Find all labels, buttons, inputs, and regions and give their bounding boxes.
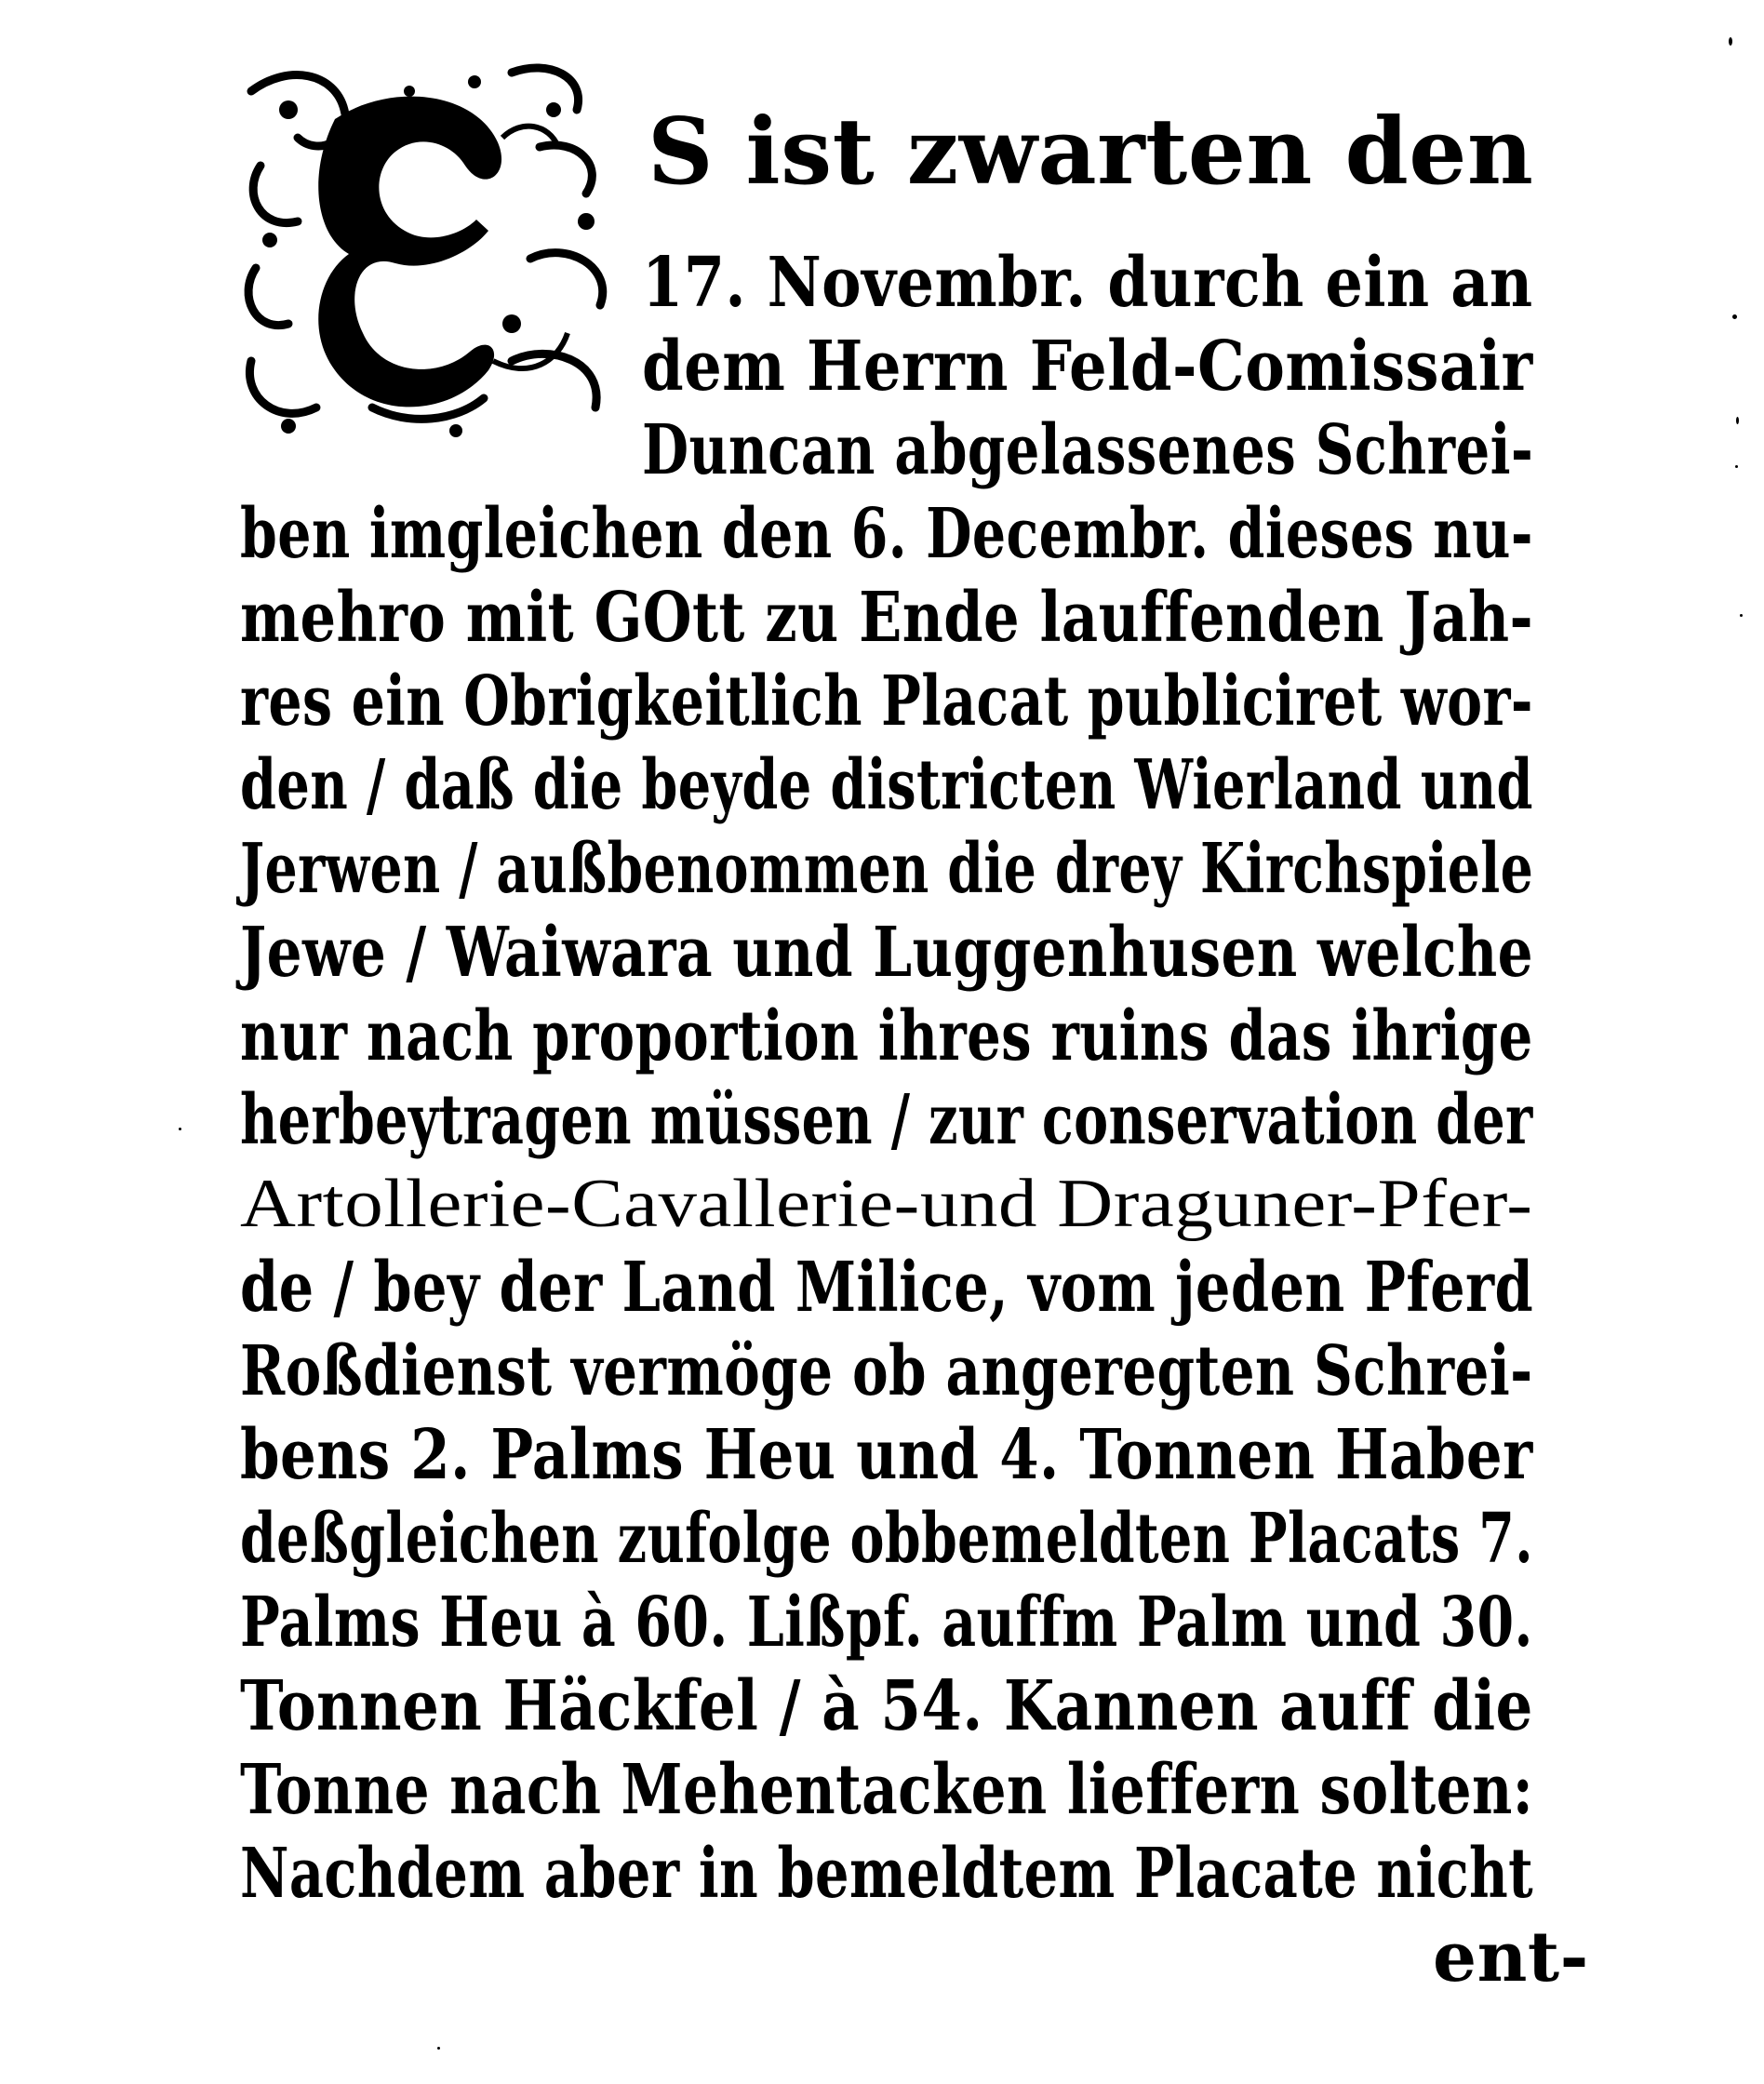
decorated-initial-e xyxy=(233,54,647,454)
text-line-17: deßgleichen zufolge obbemeldten Placats 7. xyxy=(240,1499,1533,1579)
text-line-19: Tonnen Häckfel / à 54. Kannen auff die xyxy=(240,1666,1533,1746)
scan-speck xyxy=(1740,614,1743,617)
text-line-11: nur nach proportion ihres ruins das ihrige xyxy=(240,996,1533,1076)
text-line-3: dem Herrn Feld-Comissair xyxy=(642,327,1533,407)
text-line-16: bens 2. Palms Heu und 4. Tonnen Haber xyxy=(240,1415,1533,1495)
ornamental-initial-icon xyxy=(233,54,647,454)
text-line-2: 17. Novembr. durch ein an xyxy=(642,243,1533,323)
text-line-5: ben imgleichen den 6. Decembr. dieses nu- xyxy=(240,494,1533,574)
text-line-8: den / daß die beyde districten Wierland und xyxy=(240,745,1533,825)
text-line-7: res ein Obrigkeitlich Placat publiciret wor- xyxy=(240,661,1533,741)
scan-speck xyxy=(1735,465,1738,468)
scan-speck xyxy=(179,1128,181,1130)
text-line-10: Jewe / Waiwara und Luggenhusen welche xyxy=(240,913,1534,993)
scan-speck xyxy=(1736,417,1739,424)
text-line-21: Nachdem aber in bemeldtem Placate nicht xyxy=(240,1834,1534,1914)
text-line-13: Artollerie-Cavallerie-und Draguner-Pfer- xyxy=(240,1166,1533,1242)
scan-speck xyxy=(437,2047,440,2050)
scan-speck xyxy=(1732,314,1737,319)
text-line-18: Palms Heu à 60. Lißpf. auffm Palm und 30. xyxy=(240,1583,1533,1663)
text-line-9: Jerwen / außbenommen die drey Kirchspiele xyxy=(240,829,1534,909)
text-line-12: herbeytragen müssen / zur conservation der xyxy=(240,1080,1533,1160)
text-line-6: mehro mit GOtt zu Ende lauffenden Jah- xyxy=(240,578,1534,658)
catchword: ent- xyxy=(1433,1917,1589,1997)
scan-speck xyxy=(1729,37,1732,46)
text-line-20: Tonne nach Mehentacken lieffern solten: xyxy=(240,1750,1534,1830)
text-line-14: de / bey der Land Milice, vom jeden Pferd xyxy=(240,1248,1534,1328)
text-line-4: Duncan abgelassenes Schrei- xyxy=(642,410,1534,490)
text-line-15: Roßdienst vermöge ob angeregten Schrei- xyxy=(240,1331,1533,1411)
text-line-1: S ist zwarten den xyxy=(648,99,1534,206)
